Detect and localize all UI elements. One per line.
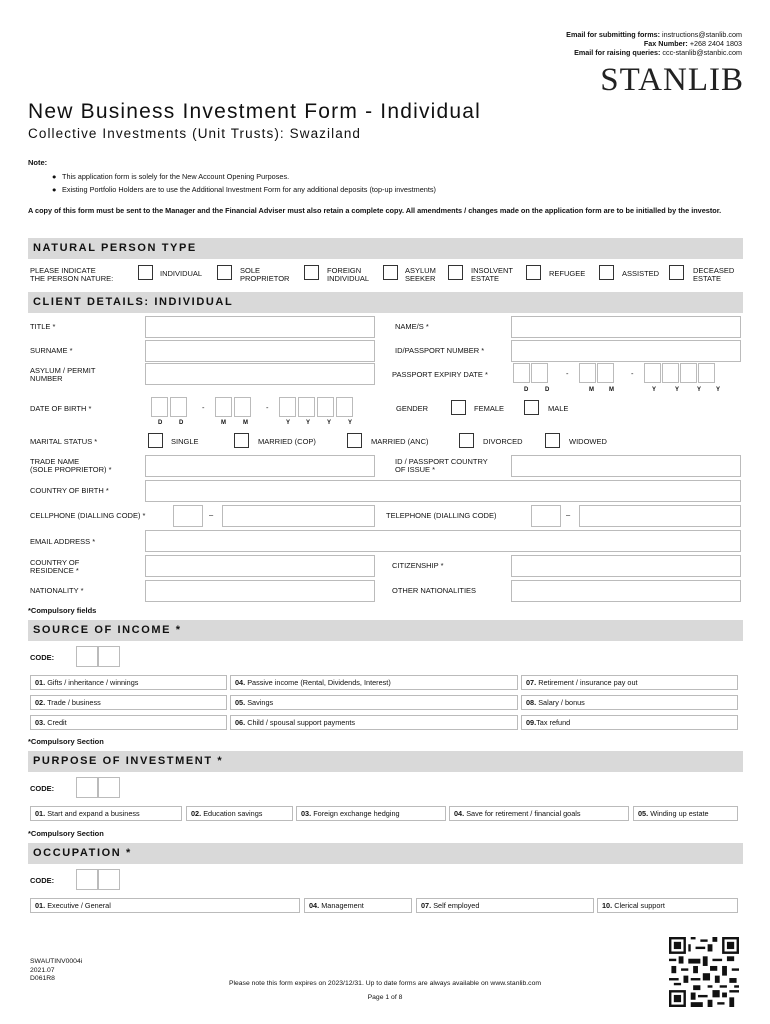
dob-month-1[interactable] (215, 397, 232, 417)
dash: - (631, 369, 634, 378)
checkbox-foreign-individual[interactable] (304, 265, 319, 280)
country-birth-input[interactable] (145, 480, 741, 502)
checkbox-sole-proprietor[interactable] (217, 265, 232, 280)
y-label: Y (716, 387, 721, 393)
purpose-option-02: 02. Education savings (186, 806, 293, 821)
label-widowed: WIDOWED (569, 437, 607, 446)
source-option-02: 02. Trade / business (30, 695, 227, 710)
label-male: MALE (548, 404, 569, 413)
dob-day-2[interactable] (170, 397, 187, 417)
expiry-year-4[interactable] (698, 363, 715, 383)
label-sole-proprietor: SOLE PROPRIETOR (240, 266, 290, 283)
checkbox-male[interactable] (524, 400, 539, 415)
compulsory-fields-note: *Compulsory fields (28, 606, 97, 615)
expiry-notice: Please note this form expires on 2023/12/31. Up to date forms are always available on www.stanlib.com (228, 980, 542, 987)
occupation-code-label: CODE: (30, 876, 55, 885)
page-title: New Business Investment Form - Individual (28, 100, 482, 123)
dash: - (266, 403, 269, 412)
dash: – (566, 510, 571, 519)
cellphone-code-input[interactable] (173, 505, 203, 527)
email-input[interactable] (145, 530, 741, 552)
purpose-option-04: 04. Save for retirement / financial goals (449, 806, 629, 821)
label-gender: GENDER (396, 404, 429, 413)
page-number: Page 1 of 8 (367, 994, 403, 1001)
section-natural-person: NATURAL PERSON TYPE (28, 238, 743, 259)
source-option-06: 06. Child / spousal support payments (230, 715, 518, 730)
expiry-month-2[interactable] (597, 363, 614, 383)
surname-input[interactable] (145, 340, 375, 362)
dob-year-4[interactable] (336, 397, 353, 417)
label-residence: COUNTRY OF RESIDENCE * (30, 558, 80, 575)
names-input[interactable] (511, 316, 741, 338)
occupation-option-04: 04. Management (304, 898, 412, 913)
label-divorced: DIVORCED (483, 437, 523, 446)
source-code-label: CODE: (30, 653, 55, 662)
d-label: D (524, 387, 529, 393)
m-label: M (609, 387, 614, 393)
label-marital-status: MARITAL STATUS * (30, 437, 98, 446)
nationality-input[interactable] (145, 580, 375, 602)
queries-email: ccc-stanlib@stanbic.com (662, 48, 742, 57)
source-option-07: 07. Retirement / insurance pay out (521, 675, 738, 690)
expiry-year-2[interactable] (662, 363, 679, 383)
note-list (52, 170, 436, 196)
label-other-nationalities: OTHER NATIONALITIES (392, 586, 477, 595)
dob-year-1[interactable] (279, 397, 296, 417)
y-label: Y (286, 420, 291, 426)
note-heading: Note: (28, 158, 48, 167)
checkbox-individual[interactable] (138, 265, 153, 280)
checkbox-married-cop[interactable] (234, 433, 249, 448)
section-client-details: CLIENT DETAILS: INDIVIDUAL (28, 292, 743, 313)
occupation-option-10: 10. Clerical support (597, 898, 738, 913)
section-purpose-of-investment: PURPOSE OF INVESTMENT * (28, 751, 743, 772)
page-subtitle: Collective Investments (Unit Trusts): Swaziland (28, 126, 362, 141)
qr-code-icon (668, 937, 740, 1007)
contact-block (566, 30, 742, 57)
source-option-05: 05. Savings (230, 695, 518, 710)
dash: - (566, 369, 569, 378)
label-assisted: ASSISTED (622, 269, 660, 278)
label-email: EMAIL ADDRESS * (30, 537, 96, 546)
label-dob: DATE OF BIRTH * (30, 404, 92, 413)
telephone-code-input[interactable] (531, 505, 561, 527)
label-country-birth: COUNTRY OF BIRTH * (30, 486, 109, 495)
telephone-number-input[interactable] (579, 505, 741, 527)
dob-day-1[interactable] (151, 397, 168, 417)
id-country-input[interactable] (511, 455, 741, 477)
purpose-option-01: 01. Start and expand a business (30, 806, 182, 821)
expiry-month-1[interactable] (579, 363, 596, 383)
purpose-code-label: CODE: (30, 784, 55, 793)
y-label: Y (306, 420, 311, 426)
residence-input[interactable] (145, 555, 375, 577)
m-label: M (243, 420, 248, 426)
dash: – (209, 510, 214, 519)
label-title: TITLE * (30, 322, 56, 331)
section-source-of-income: SOURCE OF INCOME * (28, 620, 743, 641)
bullet-icon: ● (52, 185, 57, 194)
checkbox-single[interactable] (148, 433, 163, 448)
queries-label: Email for raising queries: (574, 48, 661, 57)
source-option-04: 04. Passive income (Rental, Dividends, Interest) (230, 675, 518, 690)
m-label: M (589, 387, 594, 393)
label-passport-expiry: PASSPORT EXPIRY DATE * (392, 370, 488, 379)
forms-email: instructions@stanlib.com (662, 30, 742, 39)
other-nationalities-input[interactable] (511, 580, 741, 602)
occupation-option-01: 01. Executive / General (30, 898, 300, 913)
y-label: Y (697, 387, 702, 393)
source-option-01: 01. Gifts / inheritance / winnings (30, 675, 227, 690)
purpose-compulsory-note: *Compulsory Section (28, 829, 104, 838)
source-option-09: 09.Tax refund (521, 715, 738, 730)
checkbox-assisted[interactable] (599, 265, 614, 280)
y-label: Y (652, 387, 657, 393)
label-citizenship: CITIZENSHIP * (392, 561, 444, 570)
label-married-anc: MARRIED (ANC) (371, 437, 429, 446)
source-code-digit-2[interactable] (98, 646, 120, 667)
occupation-code-digit-2[interactable] (98, 869, 120, 890)
copy-notice: A copy of this form must be sent to the Manager and the Financial Adviser must also retain a complete copy. All amendments / changes made on the application form are to be initialled by the investor. (28, 206, 722, 215)
label-refugee: REFUGEE (549, 269, 586, 278)
section-occupation: OCCUPATION * (28, 843, 743, 864)
checkbox-asylum-seeker[interactable] (383, 265, 398, 280)
fax-label: Fax Number: (643, 39, 688, 48)
label-surname: SURNAME * (30, 346, 73, 355)
y-label: Y (348, 420, 353, 426)
label-id-country: ID / PASSPORT COUNTRY OF ISSUE * (395, 457, 488, 474)
label-insolvent-estate: INSOLVENT ESTATE (471, 266, 513, 283)
bullet-icon: ● (52, 172, 57, 181)
citizenship-input[interactable] (511, 555, 741, 577)
asylum-permit-input[interactable] (145, 363, 375, 385)
label-individual: INDIVIDUAL (160, 269, 203, 278)
label-asylum-permit: ASYLUM / PERMIT NUMBER (30, 366, 96, 383)
label-trade-name: TRADE NAME (SOLE PROPRIETOR) * (30, 457, 112, 474)
label-single: SINGLE (171, 437, 199, 446)
occupation-code-digit-1[interactable] (76, 869, 98, 890)
trade-name-input[interactable] (145, 455, 375, 477)
id-passport-input[interactable] (511, 340, 741, 362)
m-label: M (221, 420, 226, 426)
dob-month-2[interactable] (234, 397, 251, 417)
dob-year-2[interactable] (298, 397, 315, 417)
checkbox-female[interactable] (451, 400, 466, 415)
note-item: ● This application form is solely for the New Account Opening Purposes. (52, 172, 290, 181)
d-label: D (545, 387, 550, 393)
label-id-passport: ID/PASSPORT NUMBER * (395, 346, 485, 355)
label-foreign-individual: FOREIGN INDIVIDUAL (327, 266, 370, 283)
y-label: Y (327, 420, 332, 426)
form-code: SWAUTINV0004i 2021.07 D061R8 (30, 958, 83, 982)
expiry-day-2[interactable] (531, 363, 548, 383)
label-asylum-seeker: ASYLUM SEEKER (405, 266, 436, 283)
checkbox-insolvent-estate[interactable] (448, 265, 463, 280)
occupation-option-07: 07. Self employed (416, 898, 594, 913)
label-female: FEMALE (474, 404, 505, 413)
purpose-option-05: 05. Winding up estate (633, 806, 738, 821)
note-item: ● Existing Portfolio Holders are to use the Additional Investment Form for any additional deposits (top-up investments) (52, 185, 436, 194)
fax-number: +268 2404 1803 (689, 39, 742, 48)
dash: - (202, 403, 205, 412)
expiry-year-1[interactable] (644, 363, 661, 383)
person-nature-prompt: PLEASE INDICATE THE PERSON NATURE: (30, 266, 114, 283)
cellphone-number-input[interactable] (222, 505, 375, 527)
checkbox-refugee[interactable] (526, 265, 541, 280)
dob-year-3[interactable] (317, 397, 334, 417)
stanlib-logo: STANLIB (600, 62, 744, 98)
purpose-code-digit-2[interactable] (98, 777, 120, 798)
checkbox-married-anc[interactable] (347, 433, 362, 448)
source-option-08: 08. Salary / bonus (521, 695, 738, 710)
source-compulsory-note: *Compulsory Section (28, 737, 104, 746)
source-option-03: 03. Credit (30, 715, 227, 730)
label-married-cop: MARRIED (COP) (258, 437, 316, 446)
purpose-code-digit-1[interactable] (76, 777, 98, 798)
purpose-option-03: 03. Foreign exchange hedging (296, 806, 446, 821)
email-label: Email for submitting forms: (566, 30, 660, 39)
expiry-day-1[interactable] (513, 363, 530, 383)
label-telephone: TELEPHONE (DIALLING CODE) (386, 511, 497, 520)
label-deceased-estate: DECEASED ESTATE (693, 266, 735, 283)
label-nationality: NATIONALITY * (30, 586, 84, 595)
checkbox-widowed[interactable] (545, 433, 560, 448)
label-cellphone: CELLPHONE (DIALLING CODE) * (30, 511, 146, 520)
checkbox-divorced[interactable] (459, 433, 474, 448)
y-label: Y (675, 387, 680, 393)
expiry-year-3[interactable] (680, 363, 697, 383)
d-label: D (179, 420, 184, 426)
source-code-digit-1[interactable] (76, 646, 98, 667)
checkbox-deceased-estate[interactable] (669, 265, 684, 280)
label-names: NAME/S * (395, 322, 429, 331)
d-label: D (158, 420, 163, 426)
title-input[interactable] (145, 316, 375, 338)
